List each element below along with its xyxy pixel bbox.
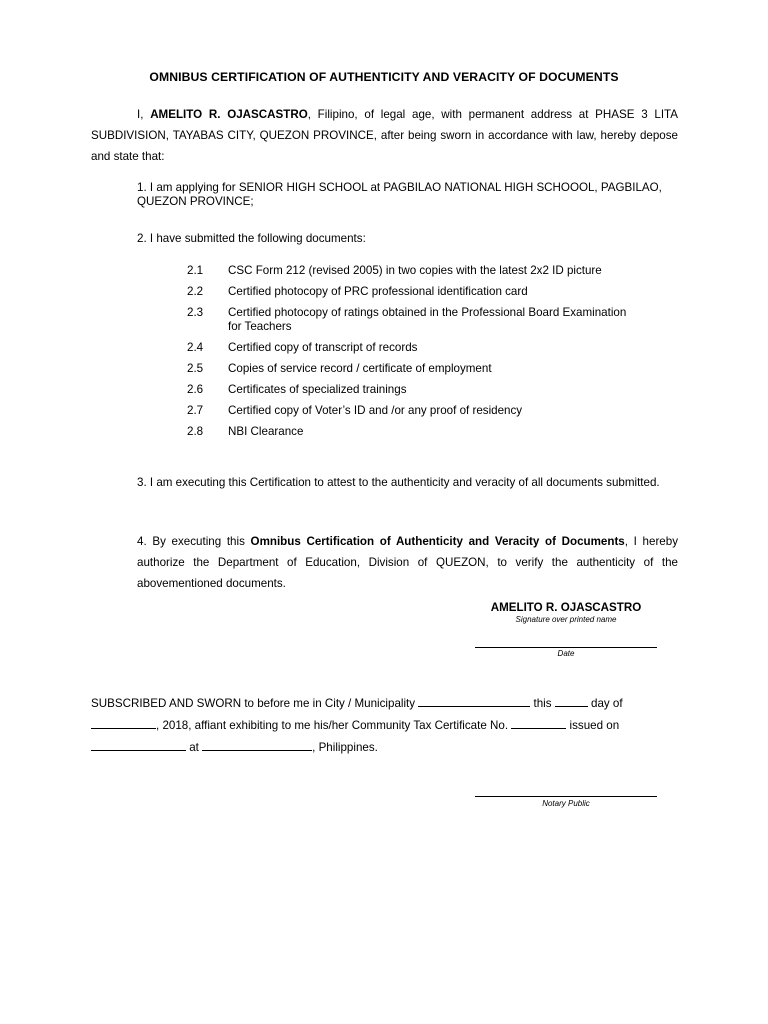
paragraph-3: 3. I am executing this Certification to attest to the authenticity and veracity of all documents submitted. bbox=[137, 476, 660, 489]
list-item bbox=[187, 306, 627, 334]
paragraph-1: 1. I am applying for SENIOR HIGH SCHOOL at PAGBILAO NATIONAL HIGH SCHOOOL, PAGBILAO, QUEZON PROVINCE; bbox=[137, 181, 662, 208]
notary-signature-line bbox=[475, 796, 657, 797]
jurat-text: day of bbox=[587, 697, 623, 710]
ctc-number-blank bbox=[511, 717, 566, 729]
affiant-intro-paragraph bbox=[91, 104, 678, 167]
list-item bbox=[187, 383, 627, 397]
list-item-text: Copies of service record / certificate of employment bbox=[228, 362, 492, 375]
date-caption: Date bbox=[557, 649, 575, 658]
list-item-text: CSC Form 212 (revised 2005) in two copies with the latest 2x2 ID picture bbox=[228, 264, 602, 277]
list-item-number: 2.6 bbox=[187, 383, 204, 396]
jurat-text: , 2018, affiant exhibiting to me his/her Community Tax Certificate No. bbox=[156, 719, 512, 732]
list-item bbox=[187, 264, 627, 278]
list-item-number: 2.4 bbox=[187, 341, 204, 354]
list-item-number: 2.1 bbox=[187, 264, 204, 277]
list-item bbox=[187, 341, 627, 355]
affiant-name: AMELITO R. OJASCASTRO bbox=[150, 108, 308, 121]
paragraph-4-pre: 4. By executing this bbox=[137, 535, 251, 548]
jurat-text: issued on bbox=[566, 719, 620, 732]
list-item bbox=[187, 285, 627, 299]
jurat-text: at bbox=[186, 741, 203, 754]
issued-date-blank bbox=[91, 739, 186, 751]
list-item-number: 2.3 bbox=[187, 306, 204, 319]
document-title: OMNIBUS CERTIFICATION OF AUTHENTICITY AND VERACITY OF DOCUMENTS bbox=[149, 70, 619, 84]
jurat-text: , Philippines. bbox=[312, 741, 378, 754]
intro-pre: I, bbox=[137, 108, 151, 121]
paragraph-4 bbox=[137, 531, 678, 594]
list-item-number: 2.2 bbox=[187, 285, 204, 298]
list-item-text: Certified copy of Voter’s ID and /or any proof of residency bbox=[228, 404, 523, 417]
paragraph-2: 2. I have submitted the following documents: bbox=[137, 232, 366, 245]
list-item-number: 2.8 bbox=[187, 425, 204, 438]
list-item bbox=[187, 404, 627, 418]
list-item-number: 2.5 bbox=[187, 362, 204, 375]
jurat-text: this bbox=[530, 697, 555, 710]
issued-place-blank bbox=[202, 739, 312, 751]
list-item bbox=[187, 362, 627, 376]
jurat-text: SUBSCRIBED AND SWORN to before me in City / Municipality bbox=[91, 697, 419, 710]
jurat-paragraph bbox=[91, 693, 681, 759]
list-item-text: Certified photocopy of ratings obtained in the Professional Board Examination for Teachers bbox=[228, 306, 627, 333]
date-line bbox=[475, 647, 657, 648]
notary-caption: Notary Public bbox=[542, 799, 590, 808]
signature-block bbox=[475, 601, 657, 624]
list-item-text: Certificates of specialized trainings bbox=[228, 383, 407, 396]
signature-caption: Signature over printed name bbox=[515, 615, 617, 624]
list-item-number: 2.7 bbox=[187, 404, 204, 417]
list-item-text: Certified photocopy of PRC professional identification card bbox=[228, 285, 528, 298]
list-item-text: NBI Clearance bbox=[228, 425, 304, 438]
list-item-text: Certified copy of transcript of records bbox=[228, 341, 418, 354]
signatory-name: AMELITO R. OJASCASTRO bbox=[490, 601, 642, 614]
documents-list bbox=[187, 264, 627, 446]
day-blank bbox=[555, 695, 588, 707]
paragraph-4-bold: Omnibus Certification of Authenticity and Veracity of Documents bbox=[250, 535, 625, 548]
list-item bbox=[187, 425, 627, 439]
paragraph-4-post: , I hereby authorize the Department of Education, Division of QUEZON, to verify the authenticity of the abovementioned documents. bbox=[137, 535, 678, 590]
city-blank bbox=[418, 695, 530, 707]
month-blank bbox=[91, 717, 156, 729]
intro-post: , Filipino, of legal age, with permanent address at PHASE 3 LITA SUBDIVISION, TAYABAS CITY, QUEZON PROVINCE, after being sworn in accordance with law, hereby depose and state that: bbox=[91, 108, 679, 163]
